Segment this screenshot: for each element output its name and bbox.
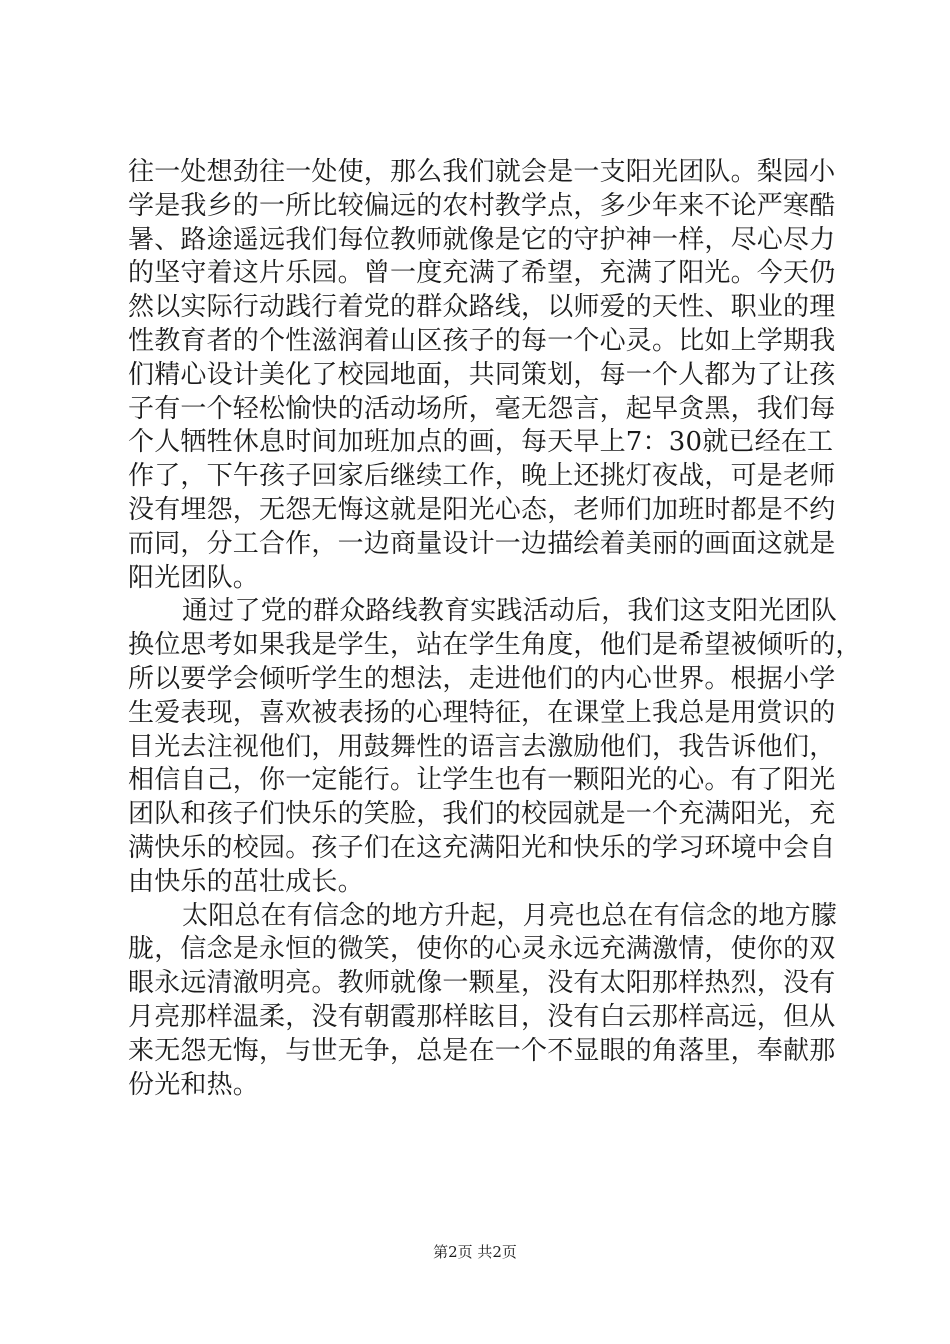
document-body: [128, 156, 862, 1102]
paragraph-1: [128, 156, 836, 595]
text-line: 太阳总在有信念的地方升起，月亮也总在有信念的地方朦: [182, 900, 838, 931]
text-line: 相信自己，你一定能行。让学生也有一颗阳光的心。有了阳光: [128, 765, 836, 796]
text-line: 的坚守着这片乐园。曾一度充满了希望，充满了阳光。今天仍: [128, 258, 836, 289]
page-footer: [0, 1242, 950, 1262]
text-line: 作了，下午孩子回家后继续工作，晚上还挑灯夜战，可是老师: [128, 461, 836, 492]
page-number-label: 第2页 共2页: [433, 1243, 517, 1261]
text-line: 没有埋怨，无怨无悔这就是阳光心态，老师们加班时都是不约: [128, 494, 836, 525]
text-line: 胧，信念是永恒的微笑，使你的心灵永远充满激情，使你的双: [128, 934, 836, 965]
text-line: 通过了党的群众路线教育实践活动后，我们这支阳光团队: [182, 596, 838, 627]
text-line: 生爱表现，喜欢被表扬的心理特征，在课堂上我总是用赏识的: [128, 697, 836, 728]
text-line: 而同，分工合作，一边商量设计一边描绘着美丽的画面这就是: [128, 528, 836, 559]
text-line: 个人牺牲休息时间加班加点的画，每天早上7：30就已经在工: [128, 427, 834, 458]
text-line: 来无怨无悔，与世无争，总是在一个不显眼的角落里，奉献那: [128, 1035, 836, 1066]
paragraph-2: [128, 595, 862, 899]
text-line: 月亮那样温柔，没有朝霞那样眩目，没有白云那样高远，但从: [128, 1001, 836, 1032]
text-line: 子有一个轻松愉快的活动场所，毫无怨言，起早贪黑，我们每: [128, 393, 836, 424]
text-line: 所以要学会倾听学生的想法，走进他们的内心世界。根据小学: [128, 663, 836, 694]
text-line: 性教育者的个性滋润着山区孩子的每一个心灵。比如上学期我: [128, 325, 836, 356]
text-line: 往一处想劲往一处使，那么我们就会是一支阳光团队。梨园小: [128, 157, 836, 187]
text-line: 满快乐的校园。孩子们在这充满阳光和快乐的学习环境中会自: [128, 832, 836, 863]
text-line: 份光和热。: [128, 1069, 260, 1100]
text-line: 目光去注视他们，用鼓舞性的语言去激励他们，我告诉他们，: [128, 731, 836, 762]
text-line: 们精心设计美化了校园地面，共同策划，每一个人都为了让孩: [128, 359, 836, 390]
text-line: 暑、路途遥远我们每位教师就像是它的守护神一样，尽心尽力: [128, 224, 836, 255]
paragraph-3: [128, 900, 838, 1103]
text-line: 眼永远清澈明亮。教师就像一颗星，没有太阳那样热烈，没有: [128, 968, 836, 999]
text-line: 由快乐的茁壮成长。: [128, 866, 364, 897]
text-line: 团队和孩子们快乐的笑脸，我们的校园就是一个充满阳光，充: [128, 799, 836, 830]
text-line: 学是我乡的一所比较偏远的农村教学点，多少年来不论严寒酷: [128, 190, 836, 221]
text-line: 换位思考如果我是学生，站在学生角度，他们是希望被倾听的，: [128, 630, 862, 661]
text-line: 然以实际行动践行着党的群众路线，以师爱的天性、职业的理: [128, 292, 836, 323]
text-line: 阳光团队。: [128, 562, 260, 593]
